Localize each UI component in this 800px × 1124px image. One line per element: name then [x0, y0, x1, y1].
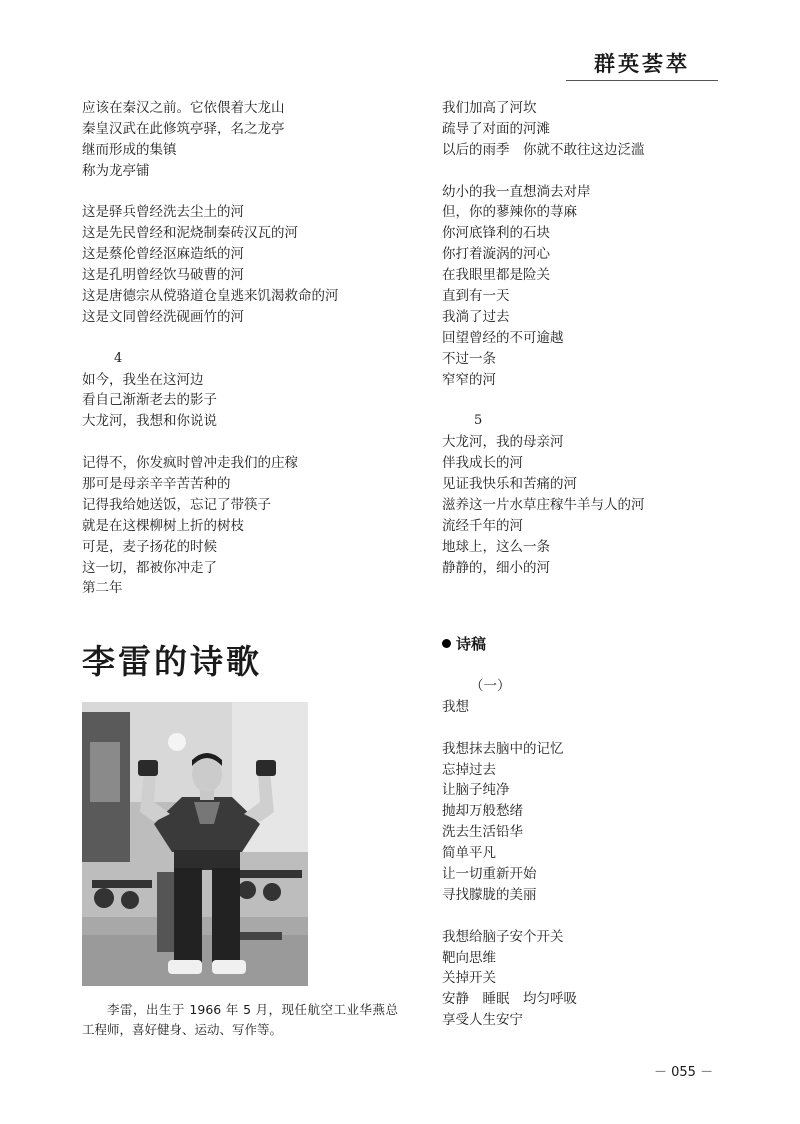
poem-line: 你河底锋利的石块	[442, 225, 550, 242]
poem-line: 直到有一天	[442, 288, 510, 305]
poem-line: 这是文同曾经洗砚画竹的河	[82, 308, 244, 325]
poem-line: 应该在秦汉之前。它依偎着大龙山	[82, 100, 285, 116]
poem-line: 我想给脑子安个开关	[442, 928, 564, 945]
poem-line: 滋养这一片水草庄稼牛羊与人的河	[442, 496, 645, 513]
poem-line: 关掉开关	[442, 970, 496, 987]
poem-line: 伴我成长的河	[442, 455, 523, 472]
article-title: 李雷的诗歌	[82, 642, 262, 681]
poem-line: 让脑子纯净	[442, 782, 510, 799]
poem-line: 安静 睡眠 均匀呼吸	[442, 991, 577, 1008]
photo-caption: 李雷，出生于 1966 年 5 月，现任航空工业华燕总工程师，喜好健身、运动、写作等。	[82, 1002, 398, 1037]
poem-line: 称为龙亭铺	[82, 162, 150, 179]
poem-line: 在我眼里都是险关	[442, 267, 550, 284]
poem-line: 这是孔明曾经饮马破曹的河	[82, 267, 244, 284]
poem-line: 如今，我坐在这河边	[82, 371, 204, 388]
poem-title: 我想	[442, 698, 469, 715]
poem-line: 忘掉过去	[442, 761, 496, 778]
poem-line: 就是在这棵柳树上折的树枝	[82, 517, 244, 534]
poem-line: 静静的，细小的河	[442, 559, 550, 576]
poem-line: 这是唐德宗从傥骆道仓皇逃来饥渴救命的河	[82, 288, 339, 305]
poem-line: 秦皇汉武在此修筑亭驿，名之龙亭	[82, 120, 285, 137]
subheading	[442, 633, 486, 654]
poem-line: 以后的雨季 你就不敢往这边泛滥	[442, 141, 645, 158]
part-number: 4	[114, 350, 123, 366]
subheading-label: 诗稿	[456, 635, 487, 653]
poem-line: 这一切，都被你冲走了	[82, 559, 217, 576]
poem-line: 看自己渐渐老去的影子	[82, 392, 217, 409]
poem-line: 洗去生活铅华	[442, 824, 523, 841]
poem-line: 我们加高了河坎	[442, 100, 537, 116]
poem-line: 不过一条	[442, 350, 496, 367]
poem-line: 大龙河，我的母亲河	[442, 434, 564, 451]
poem-line: 流经千年的河	[442, 517, 523, 534]
part-label: （一）	[470, 678, 511, 694]
poem-line: 地球上，这么一条	[442, 538, 550, 555]
poem-line: 但，你的蓼辣你的荨麻	[442, 204, 577, 221]
left-poem-column	[82, 98, 339, 599]
new-poem-column	[442, 676, 577, 1031]
poem-line: 靶向思维	[442, 949, 496, 966]
poem-line: 你打着漩涡的河心	[442, 246, 550, 263]
poem-line: 记得我给她送饭，忘记了带筷子	[82, 496, 271, 513]
page-number: － 055 －	[654, 1065, 714, 1080]
poem-line: 我淌了过去	[442, 308, 510, 325]
author-photo	[82, 702, 308, 986]
poem-line: 那可是母亲辛辛苦苦种的	[82, 476, 231, 493]
poem-line: 享受人生安宁	[442, 1012, 523, 1029]
poem-line: 见证我快乐和苦痛的河	[442, 476, 577, 493]
poem-line: 记得不，你发疯时曾冲走我们的庄稼	[82, 455, 298, 472]
poem-line: 我想抹去脑中的记忆	[442, 740, 564, 757]
poem-line: 这是蔡伦曾经沤麻造纸的河	[82, 246, 244, 263]
poem-line: 这是驿兵曾经洗去尘土的河	[82, 204, 244, 221]
section-title: 群英荟萃	[594, 51, 690, 76]
bullet-dot-icon	[442, 639, 451, 648]
poem-line: 让一切重新开始	[442, 866, 537, 883]
poem-line: 第二年	[82, 580, 123, 597]
poem-line: 寻找朦胧的美丽	[442, 886, 537, 903]
poem-line: 可是，麦子扬花的时候	[82, 538, 217, 555]
poem-line: 抛却万般愁绪	[442, 803, 523, 820]
section-divider	[566, 80, 718, 81]
poem-line: 幼小的我一直想淌去对岸	[442, 183, 591, 200]
right-poem-column	[442, 98, 645, 578]
poem-line: 继而形成的集镇	[82, 141, 177, 158]
poem-line: 疏导了对面的河滩	[442, 120, 550, 137]
part-number: 5	[474, 413, 483, 429]
poem-line: 回望曾经的不可逾越	[442, 329, 564, 346]
poem-line: 窄窄的河	[442, 371, 496, 388]
poem-line: 简单平凡	[442, 845, 496, 862]
poem-line: 大龙河，我想和你说说	[82, 413, 217, 430]
poem-line: 这是先民曾经和泥烧制秦砖汉瓦的河	[82, 225, 298, 242]
